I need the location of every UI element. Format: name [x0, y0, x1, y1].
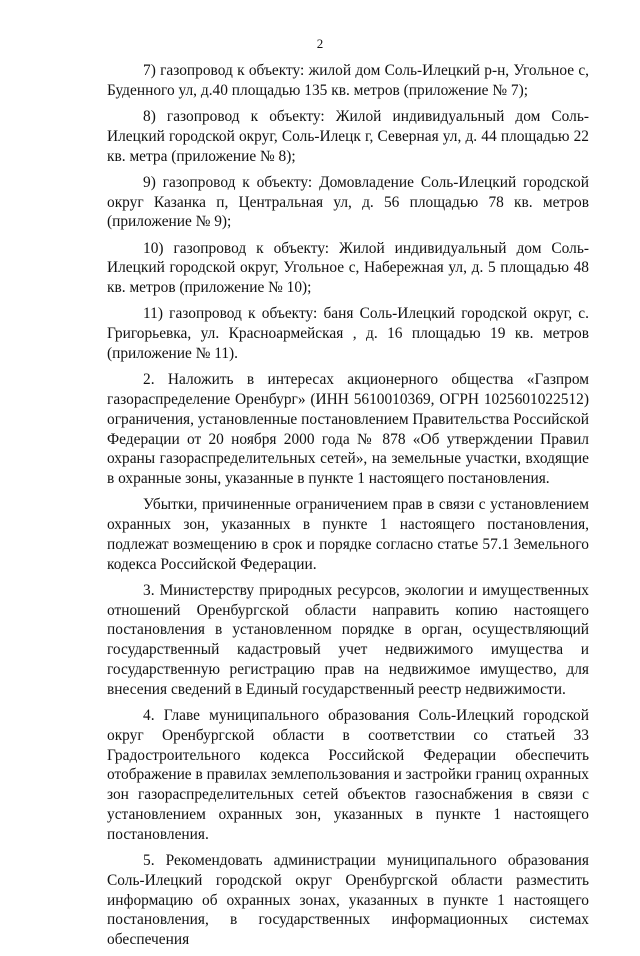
paragraph-item-9: 9) газопровод к объекту: Домовладение Соль-Илецкий городской округ Казанка п, Центральная ул, д. 56 площадью 78 кв. метров (приложение № 9); [107, 173, 589, 231]
paragraph-clause-4: 4. Главе муниципального образования Соль-Илецкий городской округ Оренбургской области в соответствии со статьей 33 Градостроительного кодекса Российской Федерации обеспечить отображение в правилах землепользования и застройки границ охранных зон газораспределительных сетей объектов газоснабжения в связи с установлением охранных зон, указанных в пункте 1 настоящего постановления. [107, 707, 589, 843]
paragraph-clause-3: 3. Министерству природных ресурсов, экологии и имущественных отношений Оренбургской области направить копию настоящего постановления в установленном порядке в орган, осуществляющий государственный кадастровый учет недвижимого имущества и государственную регистрацию прав на недвижимое имущество, для внесения сведений в Единый государственный реестр недвижимости. [107, 581, 589, 698]
paragraph-item-7: 7) газопровод к объекту: жилой дом Соль-Илецкий р-н, Угольное с, Буденного ул, д.40 площадью 135 кв. метров (приложение № 7); [107, 62, 589, 99]
paragraph-item-11: 11) газопровод к объекту: баня Соль-Илецкий городской округ, с. Григорьевка, ул. Красноармейская , д. 16 площадью 19 кв. метров (приложение № 11). [107, 305, 589, 362]
page-number: 2 [316, 36, 324, 51]
paragraph-item-10: 10) газопровод к объекту: Жилой индивидуальный дом Соль-Илецкий городской округ, Угольное с, Набережная ул, д. 5 площадью 48 кв. метров (приложение № 10); [107, 239, 589, 297]
paragraph-clause-2: 2. Наложить в интересах акционерного общества «Газпром газораспределение Оренбург» (ИНН 5610010369, ОГРН 1025601022512) ограничения, установленные постановлением Правительства Российской Федерации от 20 ноября 2000 года № 878 «Об утверждении Правил охраны газораспределительных сетей», на земельные участки, входящие в охранные зоны, указанные в пункте 1 настоящего постановления. [107, 371, 589, 488]
paragraph-losses: Убытки, причиненные ограничением прав в связи с установлением охранных зон, указанных в пункте 1 настоящего постановления, подлежат возмещению в срок и порядке согласно статье 57.1 Земельного кодекса Российской Федерации. [107, 496, 589, 573]
paragraph-item-8: 8) газопровод к объекту: Жилой индивидуальный дом Соль-Илецкий городской округ, Соль-Илецк г, Северная ул, д. 44 площадью 22 кв. метра (приложение № 8); [107, 107, 589, 165]
paragraph-clause-5: 5. Рекомендовать администрации муниципального образования Соль-Илецкий городской округ Оренбургской области разместить информацию об охранных зонах, указанных в пункте 1 настоящего постановления, в государственных информационных системах обеспечения [107, 852, 589, 949]
document-body [107, 61, 589, 956]
